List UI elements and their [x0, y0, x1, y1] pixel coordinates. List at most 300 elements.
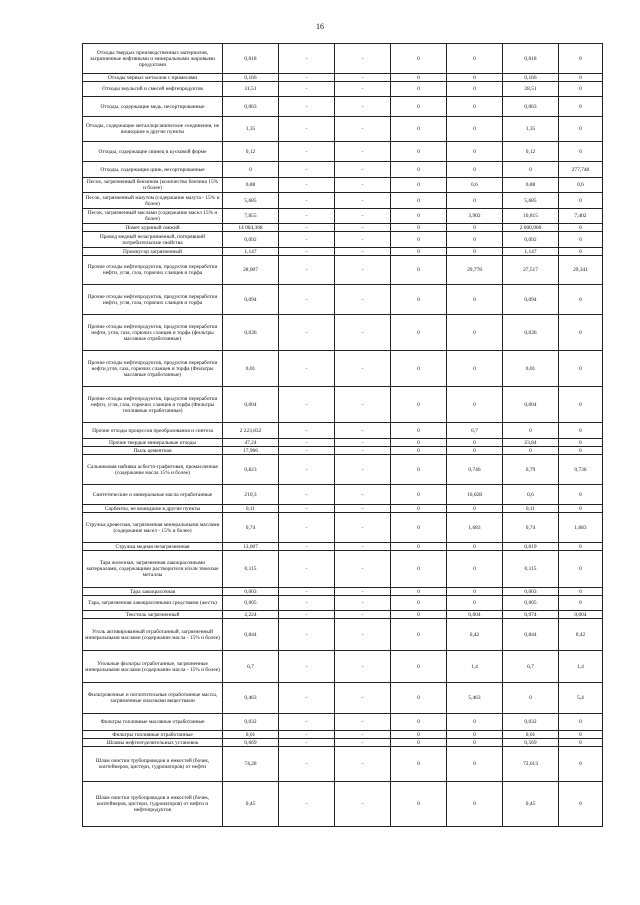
waste-name-cell: Сорбенты, не вошедшие в другие пункты — [83, 505, 223, 513]
value-cell: - — [279, 256, 335, 285]
value-cell: 0 — [447, 351, 503, 387]
value-cell: - — [279, 423, 335, 439]
value-cell: 0 — [559, 74, 603, 82]
table-row — [83, 485, 603, 505]
value-cell: 0 — [559, 82, 603, 97]
table-row — [83, 782, 603, 827]
waste-name-cell: Прочие отходы нефтепродуктов, продуктов переработки нефти,угля, газа, горючих сланцев и торфа (Фильтры масляные отработанные) — [83, 351, 223, 387]
waste-name-cell: Прочие отходы процессов преобразования и синтеза — [83, 423, 223, 439]
table-row — [83, 651, 603, 683]
value-cell: - — [335, 596, 391, 611]
value-cell: 0,063 — [503, 97, 559, 117]
waste-name-cell: Стружка медная незагрязненная — [83, 543, 223, 551]
value-cell: 0 — [503, 423, 559, 439]
value-cell: 2,224 — [223, 611, 279, 619]
value-cell: 0 — [391, 193, 447, 209]
value-cell: 0 — [391, 439, 447, 447]
value-cell: 5,685 — [223, 193, 279, 209]
table-row — [83, 285, 603, 315]
waste-name-cell: Прочие твердые минеральные отходы — [83, 439, 223, 447]
value-cell: 0,036 — [223, 315, 279, 351]
value-cell: - — [279, 315, 335, 351]
waste-name-cell: Фильтры топливные отработанные — [83, 731, 223, 739]
value-cell: 0,003 — [503, 588, 559, 596]
table-row — [83, 588, 603, 596]
value-cell: - — [279, 209, 335, 224]
waste-name-cell: Отходы, содержащие металлорганические соединения, не вошедшие в другие пункты — [83, 117, 223, 142]
waste-name-cell: Помет куриный свежий — [83, 224, 223, 232]
value-cell: 0,005 — [223, 596, 279, 611]
value-cell: 0,115 — [223, 551, 279, 588]
value-cell: 0,88 — [223, 178, 279, 193]
value-cell: 0 — [447, 439, 503, 447]
value-cell: - — [279, 543, 335, 551]
waste-name-cell: Прочие отходы нефтепродуктов, продуктов переработки нефти, угля, газа, горючих сланцев и торфа — [83, 256, 223, 285]
value-cell: 0 — [447, 747, 503, 782]
value-cell: - — [279, 97, 335, 117]
value-cell: - — [335, 162, 391, 178]
value-cell: 0,7 — [503, 651, 559, 683]
value-cell: 0 — [391, 117, 447, 142]
value-cell: 0 — [447, 543, 503, 551]
value-cell: 0 — [559, 387, 603, 423]
value-cell: 0,79 — [503, 455, 559, 485]
value-cell: - — [279, 588, 335, 596]
value-cell: 1,683 — [559, 513, 603, 543]
value-cell: 0,166 — [503, 74, 559, 82]
table-row — [83, 256, 603, 285]
value-cell: 0 — [559, 44, 603, 74]
value-cell: - — [279, 439, 335, 447]
value-cell: - — [279, 232, 335, 248]
value-cell: 23,84 — [503, 439, 559, 447]
waste-name-cell: Угольные фильтры отработанные, загрязненные минеральными маслами (содержание масла - 15% и более) — [83, 651, 223, 683]
value-cell: 0 — [391, 256, 447, 285]
value-cell: 0 — [559, 543, 603, 551]
value-cell: - — [279, 611, 335, 619]
table-row — [83, 387, 603, 423]
value-cell: 0 — [447, 162, 503, 178]
value-cell: 0,6 — [559, 178, 603, 193]
value-cell: 0 — [447, 142, 503, 162]
value-cell: 0 — [391, 142, 447, 162]
value-cell: 0 — [447, 588, 503, 596]
value-cell: - — [335, 782, 391, 827]
value-cell: - — [335, 193, 391, 209]
table-row — [83, 747, 603, 782]
value-cell: 0 — [391, 315, 447, 351]
value-cell: - — [279, 193, 335, 209]
value-cell: 0 — [559, 351, 603, 387]
value-cell: 0 — [447, 714, 503, 731]
value-cell: 0 — [503, 447, 559, 455]
waste-name-cell: Тара лакокрасочная — [83, 588, 223, 596]
waste-name-cell: Уголь активированный отработанный, загрязненный минеральными маслами (содержание масла - 15% и более) — [83, 619, 223, 651]
value-cell: 5,4 — [559, 683, 603, 714]
value-cell: 27,517 — [503, 256, 559, 285]
value-cell: 0 — [559, 739, 603, 747]
value-cell: - — [335, 551, 391, 588]
value-cell: - — [279, 224, 335, 232]
value-cell: 0 — [391, 455, 447, 485]
value-cell: 0,844 — [503, 619, 559, 651]
value-cell: 0,094 — [503, 285, 559, 315]
value-cell: - — [279, 596, 335, 611]
waste-name-cell: Отходы эмульсий и смесей нефтепродуктов — [83, 82, 223, 97]
value-cell: - — [279, 117, 335, 142]
value-cell: 0 — [391, 782, 447, 827]
table-row — [83, 224, 603, 232]
value-cell: 13,007 — [223, 543, 279, 551]
table-row — [83, 619, 603, 651]
value-cell: 0 — [447, 739, 503, 747]
value-cell: 0 — [559, 596, 603, 611]
waste-name-cell: Прочие отходы нефтепродуктов, продуктов переработки нефти, угля, газа, горючих сланцев и торфа (Фильтры топливные отработанные) — [83, 387, 223, 423]
table-row — [83, 455, 603, 485]
value-cell: 0,463 — [223, 683, 279, 714]
value-cell: 0,063 — [223, 97, 279, 117]
value-cell: 0 — [391, 747, 447, 782]
value-cell: 0 — [391, 543, 447, 551]
value-cell: 1,4 — [447, 651, 503, 683]
value-cell: 0,88 — [503, 178, 559, 193]
value-cell: - — [279, 44, 335, 74]
value-cell: - — [279, 513, 335, 543]
table-row — [83, 248, 603, 256]
table-row — [83, 739, 603, 747]
value-cell: 0 — [559, 423, 603, 439]
value-cell: - — [335, 611, 391, 619]
value-cell: 0,11 — [223, 505, 279, 513]
value-cell: 0 — [559, 315, 603, 351]
value-cell: - — [335, 82, 391, 97]
table-row — [83, 351, 603, 387]
table-row — [83, 423, 603, 439]
value-cell: 0,005 — [503, 596, 559, 611]
waste-name-cell: Промиусор загрязненный — [83, 248, 223, 256]
value-cell: - — [279, 619, 335, 651]
value-cell: 0 — [559, 285, 603, 315]
waste-name-cell: Отходы черных металлов с примесями — [83, 74, 223, 82]
value-cell: - — [335, 651, 391, 683]
value-cell: 0,01 — [503, 731, 559, 739]
value-cell: 0 — [559, 248, 603, 256]
value-cell: 0,42 — [447, 619, 503, 651]
value-cell: - — [335, 714, 391, 731]
value-cell: - — [335, 485, 391, 505]
value-cell: 0 — [447, 193, 503, 209]
value-cell: 0,018 — [223, 44, 279, 74]
value-cell: - — [335, 387, 391, 423]
value-cell: 0,7 — [223, 651, 279, 683]
value-cell: - — [335, 232, 391, 248]
value-cell: 0 — [391, 714, 447, 731]
value-cell: - — [279, 82, 335, 97]
value-cell: 0,004 — [503, 387, 559, 423]
table-row — [83, 731, 603, 739]
value-cell: 74,28 — [223, 747, 279, 782]
table-row — [83, 74, 603, 82]
value-cell: 0 — [447, 285, 503, 315]
value-cell: 1,35 — [223, 117, 279, 142]
waste-name-cell: Песок, загрязненный мазутом (содержание мазута - 15% и более) — [83, 193, 223, 209]
value-cell: 0 — [391, 248, 447, 256]
value-cell: 0,12 — [223, 142, 279, 162]
value-cell: 0,01 — [223, 351, 279, 387]
value-cell: 31,51 — [223, 82, 279, 97]
value-cell: 0 — [391, 588, 447, 596]
table-row — [83, 142, 603, 162]
value-cell: 0 — [447, 97, 503, 117]
value-cell: 0 — [447, 551, 503, 588]
value-cell: 0,669 — [223, 739, 279, 747]
waste-name-cell: Песок, загрязненный маслами (содержание масел 15% и более) — [83, 209, 223, 224]
table-row — [83, 178, 603, 193]
value-cell: - — [335, 513, 391, 543]
value-cell: 0 — [447, 447, 503, 455]
value-cell: 0 — [391, 731, 447, 739]
value-cell: 0,01 — [503, 351, 559, 387]
value-cell: - — [279, 387, 335, 423]
value-cell: 0 — [391, 162, 447, 178]
table-row — [83, 117, 603, 142]
value-cell: 0 — [559, 782, 603, 827]
value-cell: 0 — [503, 162, 559, 178]
value-cell: 0 — [447, 232, 503, 248]
waste-name-cell: Шламы нефтеотделительных установок — [83, 739, 223, 747]
value-cell: 0,003 — [223, 588, 279, 596]
value-cell: 0,11 — [503, 505, 559, 513]
value-cell: 2 000,900 — [503, 224, 559, 232]
value-cell: 0 — [447, 782, 503, 827]
value-cell: 0,018 — [503, 44, 559, 74]
value-cell: - — [335, 209, 391, 224]
value-cell: 0,004 — [559, 611, 603, 619]
value-cell: - — [335, 447, 391, 455]
value-cell: 0 — [559, 439, 603, 447]
value-cell: 0 — [391, 551, 447, 588]
value-cell: - — [335, 256, 391, 285]
value-cell: 0 — [391, 44, 447, 74]
value-cell: - — [335, 731, 391, 739]
value-cell: - — [335, 739, 391, 747]
value-cell: - — [335, 285, 391, 315]
value-cell: 0,032 — [223, 714, 279, 731]
table-row — [83, 611, 603, 619]
table-row — [83, 447, 603, 455]
table-row — [83, 683, 603, 714]
value-cell: 0 — [391, 513, 447, 543]
table-row — [83, 543, 603, 551]
value-cell: - — [279, 455, 335, 485]
value-cell: - — [335, 224, 391, 232]
value-cell: - — [335, 178, 391, 193]
waste-name-cell: Прочие отходы нефтепродуктов, продуктов переработки нефти, угля, газа, горючих сланцев и торфа (фильтры масляные отработанные) — [83, 315, 223, 351]
value-cell: 5,463 — [447, 683, 503, 714]
value-cell: 0,004 — [223, 387, 279, 423]
table-row — [83, 232, 603, 248]
value-cell: - — [279, 74, 335, 82]
value-cell: - — [279, 731, 335, 739]
value-cell: - — [335, 588, 391, 596]
value-cell: 0 — [447, 224, 503, 232]
value-cell: - — [279, 142, 335, 162]
value-cell: 0 — [391, 387, 447, 423]
value-cell: 0 — [391, 82, 447, 97]
value-cell: 277,748 — [559, 162, 603, 178]
waste-name-cell: Шлам очистки трубопроводов и емкостей (бочек, контейнеров, цистерн, гудронаторов) от нефти и нефтепродуктов — [83, 782, 223, 827]
value-cell: 47,24 — [223, 439, 279, 447]
table-row — [83, 97, 603, 117]
value-cell: - — [335, 505, 391, 513]
value-cell: 0,74 — [223, 513, 279, 543]
value-cell: 0 — [447, 596, 503, 611]
value-cell: 16,028 — [447, 485, 503, 505]
waste-name-cell: Фильтровочные и поглотительные отработанные массы, загрязненные опасными веществами — [83, 683, 223, 714]
value-cell: 0 — [391, 485, 447, 505]
waste-name-cell: Песок, загрязненный бензином (количество бензина 15% и более) — [83, 178, 223, 193]
value-cell: 0 — [391, 74, 447, 82]
value-cell: 0 — [559, 193, 603, 209]
value-cell: - — [335, 423, 391, 439]
waste-name-cell: Фильтры топливные масляные отработанные — [83, 714, 223, 731]
value-cell: - — [335, 455, 391, 485]
value-cell: 0,569 — [503, 739, 559, 747]
value-cell: 17,966 — [223, 447, 279, 455]
waste-name-cell: Отходы, содержащие свинец в кусковой форме — [83, 142, 223, 162]
value-cell: 0,45 — [503, 782, 559, 827]
value-cell: - — [279, 782, 335, 827]
value-cell: - — [279, 248, 335, 256]
value-cell: - — [335, 74, 391, 82]
value-cell: 10,815 — [503, 209, 559, 224]
table-row — [83, 44, 603, 74]
value-cell: - — [335, 543, 391, 551]
waste-name-cell: Синтетические и минеральные масла отработанные — [83, 485, 223, 505]
value-cell: 0,036 — [503, 315, 559, 351]
value-cell: 0,844 — [223, 619, 279, 651]
value-cell: 0 — [391, 651, 447, 683]
value-cell: 0 — [559, 485, 603, 505]
value-cell: 0 — [559, 142, 603, 162]
value-cell: - — [279, 714, 335, 731]
waste-name-cell: Стружка древесная, загрязненная минеральными маслами (содержание масел - 15% и более) — [83, 513, 223, 543]
waste-name-cell: Текстиль загрязненный — [83, 611, 223, 619]
value-cell: 0,736 — [559, 455, 603, 485]
waste-name-cell: Прочие отходы нефтепродуктов, продуктов переработки нефти, угля, газа, горючих сланцев и торфа — [83, 285, 223, 315]
value-cell: 0,6 — [447, 178, 503, 193]
value-cell: 0 — [391, 351, 447, 387]
value-cell: 210,3 — [223, 485, 279, 505]
value-cell: 0 — [559, 117, 603, 142]
value-cell: - — [279, 351, 335, 387]
value-cell: 0,115 — [503, 551, 559, 588]
value-cell: 0 — [391, 619, 447, 651]
table-row — [83, 714, 603, 731]
waste-name-cell: Отходы, содержащие медь, несортированные — [83, 97, 223, 117]
waste-name-cell: Тара железная, загрязненная лакокрасочными материалами, содержащими растворители и/или тяжелые металлы — [83, 551, 223, 588]
value-cell: 0,42 — [559, 619, 603, 651]
value-cell: - — [335, 747, 391, 782]
waste-name-cell: Пыль цементная — [83, 447, 223, 455]
value-cell: 6,7 — [447, 423, 503, 439]
value-cell: 7,402 — [559, 209, 603, 224]
value-cell: 72,613 — [503, 747, 559, 782]
value-cell: 0 — [391, 683, 447, 714]
value-cell: 0 — [503, 683, 559, 714]
value-cell: 0 — [391, 611, 447, 619]
value-cell: 0 — [391, 505, 447, 513]
value-cell: - — [279, 178, 335, 193]
value-cell: 0 — [391, 447, 447, 455]
value-cell: 0,01 — [223, 731, 279, 739]
table-row — [83, 513, 603, 543]
value-cell: 0 — [447, 117, 503, 142]
waste-name-cell: Шлам очистки трубопроводов и емкостей (бочек, контейнеров, цистерн, гудронаторов) от нефти — [83, 747, 223, 782]
value-cell: - — [335, 142, 391, 162]
value-cell: 1,147 — [223, 248, 279, 256]
value-cell: 0 — [447, 731, 503, 739]
value-cell: - — [335, 117, 391, 142]
table-row — [83, 315, 603, 351]
value-cell: 0 — [447, 74, 503, 82]
value-cell: 0,032 — [503, 714, 559, 731]
value-cell: 28,007 — [223, 256, 279, 285]
value-cell: - — [279, 683, 335, 714]
value-cell: 0 — [447, 315, 503, 351]
value-cell: 1,4 — [559, 651, 603, 683]
value-cell: 0 — [391, 285, 447, 315]
value-cell: - — [335, 683, 391, 714]
value-cell: 0 — [391, 596, 447, 611]
value-cell: 0 — [223, 162, 279, 178]
value-cell: 0,74 — [503, 513, 559, 543]
value-cell: 0,45 — [223, 782, 279, 827]
value-cell: 0 — [559, 447, 603, 455]
value-cell: 0,019 — [503, 543, 559, 551]
table-row — [83, 551, 603, 588]
table-row — [83, 193, 603, 209]
value-cell: 14 004,368 — [223, 224, 279, 232]
value-cell: - — [279, 739, 335, 747]
value-cell: - — [279, 747, 335, 782]
value-cell: 0 — [559, 731, 603, 739]
value-cell: 1,147 — [503, 248, 559, 256]
value-cell: 0,092 — [503, 232, 559, 248]
value-cell: 0,823 — [223, 455, 279, 485]
value-cell: 2 223,832 — [223, 423, 279, 439]
value-cell: 0 — [391, 423, 447, 439]
value-cell: 1,35 — [503, 117, 559, 142]
value-cell: - — [279, 485, 335, 505]
value-cell: - — [279, 162, 335, 178]
table-row — [83, 505, 603, 513]
value-cell: 1,683 — [447, 513, 503, 543]
value-cell: 0 — [447, 82, 503, 97]
waste-name-cell: Провод медный незагрязненный, потерявший потребительские свойства — [83, 232, 223, 248]
value-cell: 5,685 — [503, 193, 559, 209]
value-cell: - — [279, 285, 335, 315]
value-cell: - — [279, 551, 335, 588]
value-cell: - — [279, 651, 335, 683]
value-cell: - — [279, 447, 335, 455]
value-cell: 0 — [391, 178, 447, 193]
value-cell: 0,004 — [447, 611, 503, 619]
value-cell: 0 — [559, 588, 603, 596]
value-cell: 0 — [559, 505, 603, 513]
value-cell: 0 — [391, 224, 447, 232]
waste-name-cell: Отходы твердых производственных материалов, загрязненные нефтяными и минеральными жировыми продуктами — [83, 44, 223, 74]
